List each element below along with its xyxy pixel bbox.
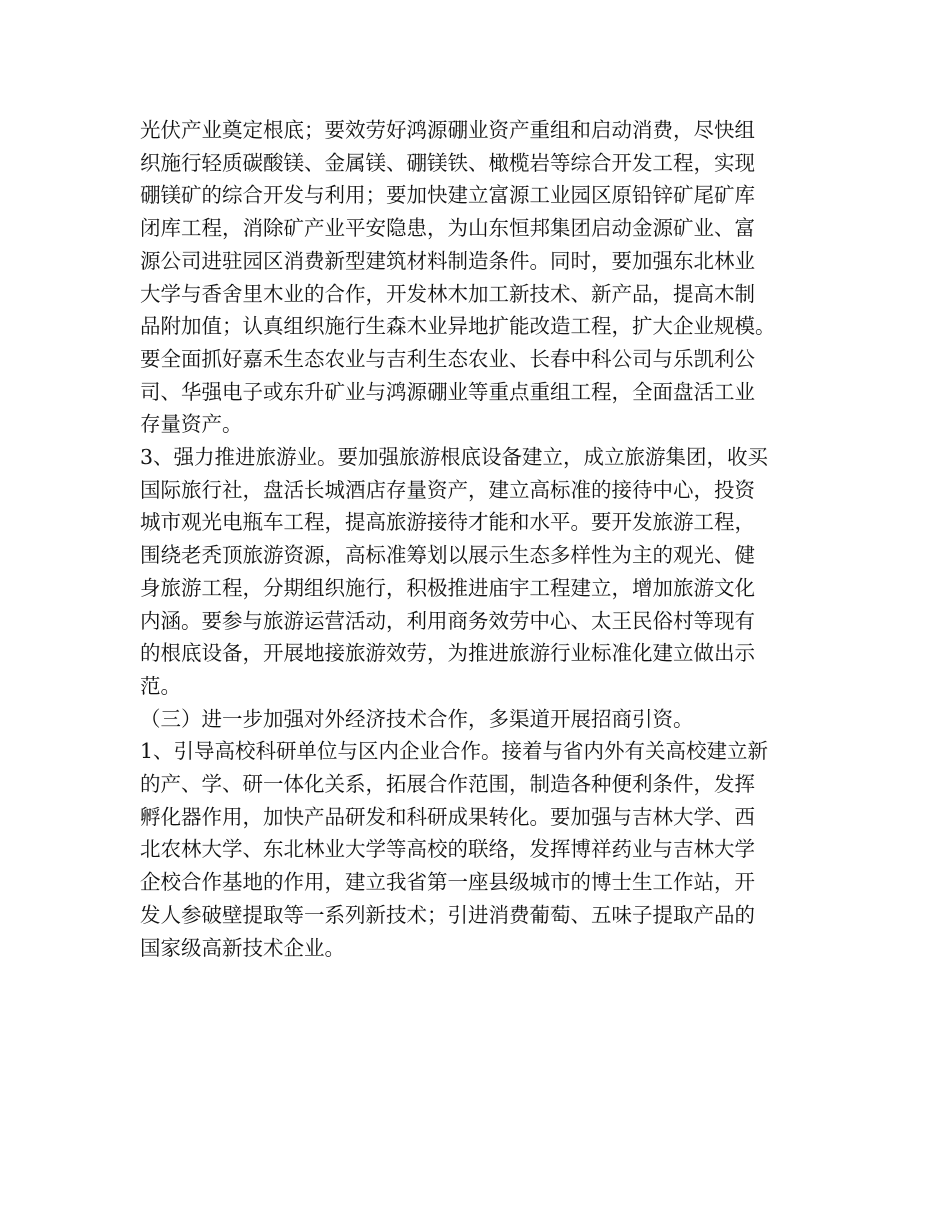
text-line: 大学与香舍里木业的合作，开发林木加工新技术、新产品，提高木制 (140, 281, 755, 306)
text-line: 身旅游工程，分期组织施行，积极推进庙宇工程建立，增加旅游文化 (140, 575, 755, 600)
text-line: 城市观光电瓶车工程，提高旅游接待才能和水平。要开发旅游工程， (140, 510, 755, 535)
document-body (140, 114, 820, 964)
text-line: 要全面抓好嘉禾生态农业与吉利生态农业、长春中科公司与乐凯利公 (140, 346, 755, 371)
text-line: 北农林大学、东北林业大学等高校的联络，发挥博祥药业与吉林大学 (140, 837, 755, 862)
text-line: 3、强力推进旅游业。要加强旅游根底设备建立，成立旅游集团，收买 (140, 445, 769, 470)
text-line: 1、引导高校科研单位与区内企业合作。接着与省内外有关高校建立新 (140, 739, 769, 764)
text-line: 硼镁矿的综合开发与利用；要加快建立富源工业园区原铅锌矿尾矿库 (140, 183, 755, 208)
text-line: 闭库工程，消除矿产业平安隐患，为山东恒邦集团启动金源矿业、富 (140, 216, 755, 241)
text-line: 企校合作基地的作用，建立我省第一座县级城市的博士生工作站，开 (140, 870, 755, 895)
text-line: 国家级高新技术企业。 (140, 935, 345, 960)
text-line: 围绕老秃顶旅游资源，高标准筹划以展示生态多样性为主的观光、健 (140, 543, 755, 568)
text-line: 范。 (140, 673, 181, 698)
text-line: 织施行轻质碳酸镁、金属镁、硼镁铁、橄榄岩等综合开发工程，实现 (140, 150, 755, 175)
text-line: 国际旅行社，盘活长城酒店存量资产，建立高标准的接待中心，投资 (140, 477, 755, 502)
text-line: 内涵。要参与旅游运营活动，利用商务效劳中心、太王民俗村等现有 (140, 608, 755, 633)
text-line: 源公司进驻园区消费新型建筑材料制造条件。同时，要加强东北林业 (140, 248, 755, 273)
text-line: 孵化器作用，加快产品研发和科研成果转化。要加强与吉林大学、西 (140, 804, 755, 829)
text-line: （三）进一步加强对外经济技术合作，多渠道开展招商引资。 (140, 706, 694, 731)
text-line: 光伏产业奠定根底；要效劳好鸿源硼业资产重组和启动消费，尽快组 (140, 118, 755, 142)
text-line: 的产、学、研一体化关系，拓展合作范围，制造各种便利条件，发挥 (140, 772, 755, 797)
text-line: 司、华强电子或东升矿业与鸿源硼业等重点重组工程，全面盘活工业 (140, 379, 755, 404)
text-line: 存量资产。 (140, 412, 243, 437)
text-line: 发人参破壁提取等一系列新技术；引进消费葡萄、五味子提取产品的 (140, 902, 755, 927)
text-line: 品附加值；认真组织施行生森木业异地扩能改造工程，扩大企业规模。 (140, 314, 776, 339)
text-line: 的根底设备，开展地接旅游效劳，为推进旅游行业标准化建立做出示 (140, 641, 755, 666)
